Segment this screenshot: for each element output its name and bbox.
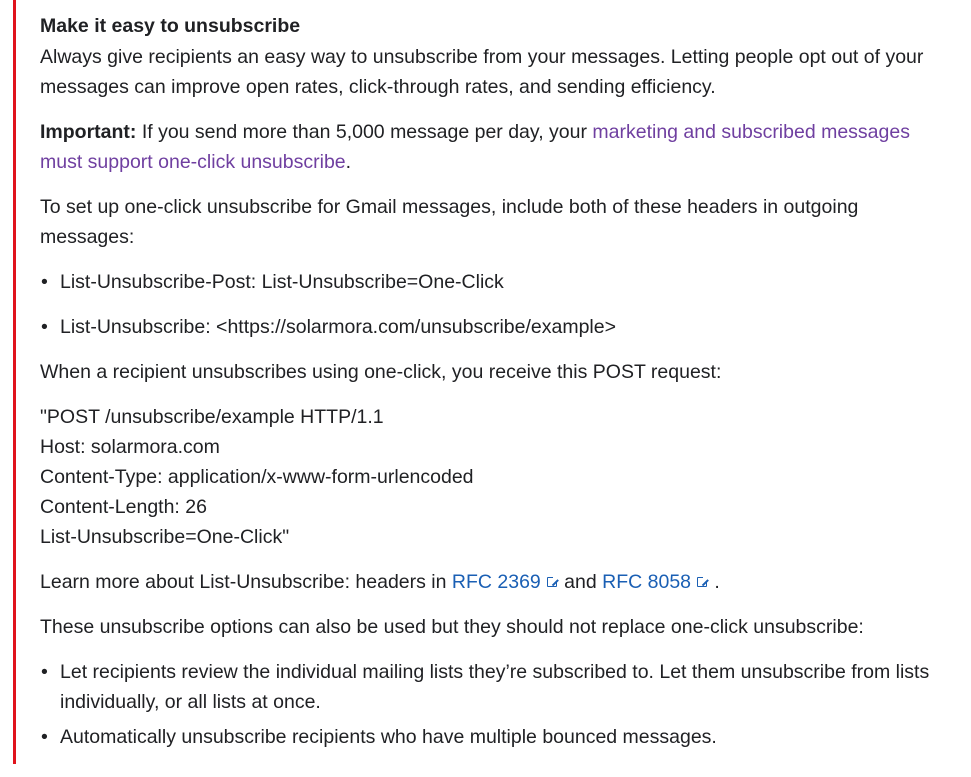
- list-item-text: Let recipients review the individual mailing lists they’re subscribed to. Let them unsubscribe from lists individually, or all lists at once.: [60, 661, 930, 713]
- post-request-block: [40, 402, 940, 552]
- learn-more-text: Learn more about List-Unsubscribe: headers in: [40, 571, 452, 593]
- list-item-text: List-Unsubscribe: <https://solarmora.com/unsubscribe/example>: [60, 316, 616, 338]
- rfc-8058-label: RFC 8058: [602, 571, 692, 593]
- post-line: Content-Type: application/x-www-form-urlencoded: [40, 466, 474, 488]
- bullet: •: [41, 271, 48, 293]
- options-paragraph: These unsubscribe options can also be used but they should not replace one-click unsubscribe:: [40, 616, 864, 638]
- article-content: [40, 10, 940, 767]
- list-item: [40, 657, 940, 717]
- external-link-icon: [547, 577, 557, 587]
- bullet: •: [41, 726, 48, 748]
- setup-paragraph: To set up one-click unsubscribe for Gmail messages, include both of these headers in outgoing messages:: [40, 196, 859, 248]
- rfc-2369-label: RFC 2369: [451, 571, 541, 593]
- post-line: List-Unsubscribe=One-Click": [40, 526, 290, 548]
- post-intro-paragraph: When a recipient unsubscribes using one-click, you receive this POST request:: [40, 361, 722, 383]
- post-line: Content-Length: 26: [40, 496, 207, 518]
- headers-list: [40, 267, 940, 342]
- accent-bar: [13, 0, 16, 764]
- one-click-requirement-link[interactable]: marketing and subscribed messages must support one-click unsubscribe: [40, 121, 910, 173]
- bullet: •: [41, 316, 48, 338]
- list-item: [40, 722, 940, 752]
- options-list: [40, 657, 940, 752]
- important-paragraph: [40, 117, 940, 177]
- rfc-8058-link[interactable]: [602, 571, 709, 593]
- post-line: "POST /unsubscribe/example HTTP/1.1: [40, 406, 384, 428]
- learn-more-and: and: [558, 571, 603, 593]
- important-text: If you send more than 5,000 message per day, your: [136, 121, 593, 143]
- learn-more-paragraph: [40, 567, 940, 597]
- list-item-text: Automatically unsubscribe recipients who have multiple bounced messages.: [60, 726, 717, 748]
- bullet: •: [41, 661, 48, 683]
- rfc-2369-link[interactable]: [452, 571, 559, 593]
- list-item-text: List-Unsubscribe-Post: List-Unsubscribe=One-Click: [60, 271, 504, 293]
- external-link-icon: [697, 577, 707, 587]
- list-item: [40, 312, 940, 342]
- important-label: Important:: [40, 121, 137, 143]
- important-end: .: [345, 151, 352, 173]
- post-line: Host: solarmora.com: [40, 436, 220, 458]
- list-item: [40, 267, 940, 297]
- section-title: Make it easy to unsubscribe: [40, 15, 301, 37]
- intro-paragraph: Always give recipients an easy way to unsubscribe from your messages. Letting people opt out of your messages can improve open rates, click-through rates, and sending efficiency.: [40, 46, 924, 98]
- learn-more-end: .: [709, 571, 720, 593]
